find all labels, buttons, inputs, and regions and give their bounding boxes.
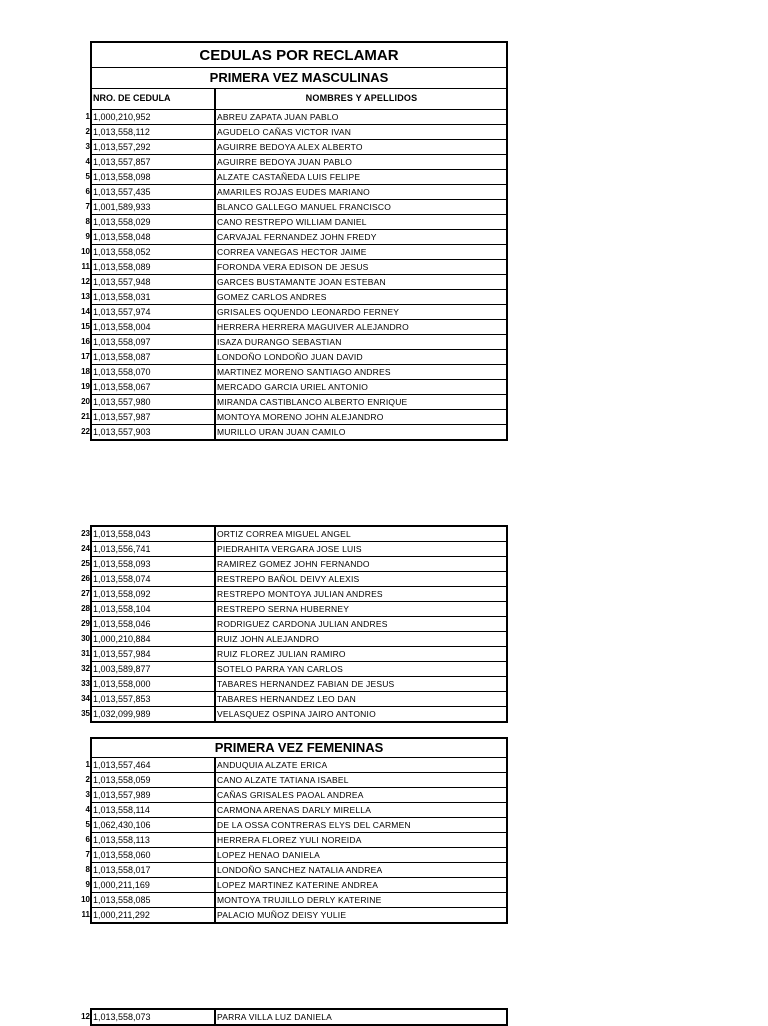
name-cell: CORREA VANEGAS HECTOR JAIME <box>217 247 367 257</box>
male-table-continued <box>81 525 508 723</box>
name-cell: AGUIRRE BEDOYA ALEX ALBERTO <box>217 142 363 152</box>
cedula-cell: 1,013,557,853 <box>92 692 216 706</box>
cedula-cell: 1,013,558,092 <box>92 587 216 601</box>
table-row <box>81 320 506 335</box>
cedula-cell: 1,013,558,052 <box>92 245 216 259</box>
table-row <box>81 527 506 542</box>
header-name: NOMBRES Y APELLIDOS <box>305 93 418 103</box>
name-cell: PARRA VILLA LUZ DANIELA <box>217 1012 332 1022</box>
row-number: 10 <box>81 247 90 256</box>
name-cell: LONDOÑO LONDOÑO JUAN DAVID <box>217 352 363 362</box>
row-number: 1 <box>85 112 90 121</box>
cedula-cell: 1,013,558,114 <box>92 803 216 817</box>
name-cell: RODRIGUEZ CARDONA JULIAN ANDRES <box>217 619 388 629</box>
table-row <box>85 848 506 863</box>
name-cell: VELASQUEZ OSPINA JAIRO ANTONIO <box>217 709 376 719</box>
name-cell: TABARES HERNANDEZ FABIAN DE JESUS <box>217 679 395 689</box>
cedula-cell: 1,013,558,060 <box>92 848 216 862</box>
row-number: 32 <box>81 664 90 673</box>
row-number: 16 <box>81 337 90 346</box>
row-number: 8 <box>85 217 90 226</box>
table-row <box>81 662 506 677</box>
name-cell: MURILLO URAN JUAN CAMILO <box>217 427 346 437</box>
row-number: 29 <box>81 619 90 628</box>
name-cell: RESTREPO BAÑOL DEIVY ALEXIS <box>217 574 360 584</box>
cedula-cell: 1,013,558,004 <box>92 320 216 334</box>
table-row <box>81 632 506 647</box>
row-number: 24 <box>81 544 90 553</box>
row-number: 8 <box>85 865 90 874</box>
table-row <box>81 647 506 662</box>
row-number: 34 <box>81 694 90 703</box>
table-row <box>81 893 506 908</box>
table-row <box>81 587 506 602</box>
row-number: 11 <box>81 910 90 919</box>
cedula-cell: 1,013,557,948 <box>92 275 216 289</box>
name-cell: LOPEZ HENAO DANIELA <box>217 850 320 860</box>
row-number: 12 <box>81 277 90 286</box>
male-rows <box>81 110 508 441</box>
cedula-cell: 1,013,557,987 <box>92 410 216 424</box>
cedula-cell: 1,013,558,093 <box>92 557 216 571</box>
table-row <box>81 350 506 365</box>
cedula-cell: 1,013,557,980 <box>92 395 216 409</box>
table-row <box>85 878 506 893</box>
name-cell: SOTELO PARRA YAN CARLOS <box>217 664 343 674</box>
table-row <box>81 290 506 305</box>
table-row <box>85 170 506 185</box>
cedula-cell: 1,003,589,877 <box>92 662 216 676</box>
table-row <box>85 140 506 155</box>
cedula-cell: 1,013,558,074 <box>92 572 216 586</box>
row-number: 4 <box>85 805 90 814</box>
row-number: 18 <box>81 367 90 376</box>
row-number: 6 <box>85 187 90 196</box>
name-cell: LOPEZ MARTINEZ KATERINE ANDREA <box>217 880 379 890</box>
table-row <box>81 425 506 439</box>
table-row <box>81 542 506 557</box>
cedula-cell: 1,013,558,104 <box>92 602 216 616</box>
row-number: 13 <box>81 292 90 301</box>
table-row <box>81 335 506 350</box>
header-id: NRO. DE CEDULA <box>92 89 216 109</box>
cedula-cell: 1,013,558,059 <box>92 773 216 787</box>
section-title-female: PRIMERA VEZ FEMENINAS <box>90 737 508 758</box>
page-title: CEDULAS POR RECLAMAR <box>90 41 508 68</box>
cedula-cell: 1,013,558,029 <box>92 215 216 229</box>
cedula-cell: 1,013,557,989 <box>92 788 216 802</box>
row-number: 2 <box>85 775 90 784</box>
name-cell: CAÑAS GRISALES PAOAL ANDREA <box>217 790 364 800</box>
row-number: 15 <box>81 322 90 331</box>
table-row <box>85 758 506 773</box>
name-cell: MARTINEZ MORENO SANTIAGO ANDRES <box>217 367 391 377</box>
name-cell: MONTOYA TRUJILLO DERLY KATERINE <box>217 895 382 905</box>
name-cell: AMARILES ROJAS EUDES MARIANO <box>217 187 370 197</box>
row-number: 7 <box>85 850 90 859</box>
row-number: 26 <box>81 574 90 583</box>
name-cell: RUIZ FLOREZ JULIAN RAMIRO <box>217 649 346 659</box>
table-row <box>81 275 506 290</box>
cedula-cell: 1,000,211,292 <box>92 908 216 922</box>
row-number: 21 <box>81 412 90 421</box>
male-rows-continued <box>81 525 508 723</box>
name-cell: MIRANDA CASTIBLANCO ALBERTO ENRIQUE <box>217 397 408 407</box>
row-number: 22 <box>81 427 90 436</box>
row-number: 19 <box>81 382 90 391</box>
cedula-cell: 1,013,558,112 <box>92 125 216 139</box>
cedula-cell: 1,013,557,292 <box>92 140 216 154</box>
name-cell: CANO RESTREPO WILLIAM DANIEL <box>217 217 367 227</box>
table-row <box>85 155 506 170</box>
table-row <box>85 788 506 803</box>
table-row <box>81 908 506 922</box>
row-number: 10 <box>81 895 90 904</box>
row-number: 33 <box>81 679 90 688</box>
cedula-cell: 1,013,558,098 <box>92 170 216 184</box>
male-table <box>81 41 508 441</box>
row-number: 5 <box>85 172 90 181</box>
name-cell: MONTOYA MORENO JOHN ALEJANDRO <box>217 412 384 422</box>
name-cell: GRISALES OQUENDO LEONARDO FERNEY <box>217 307 400 317</box>
name-cell: RESTREPO SERNA HUBERNEY <box>217 604 350 614</box>
name-cell: LONDOÑO SANCHEZ NATALIA ANDREA <box>217 865 383 875</box>
table-row <box>81 365 506 380</box>
name-cell: GARCES BUSTAMANTE JOAN ESTEBAN <box>217 277 386 287</box>
row-number: 30 <box>81 634 90 643</box>
row-number: 20 <box>81 397 90 406</box>
female-rows <box>81 758 508 924</box>
table-row <box>81 602 506 617</box>
name-cell: TABARES HERNANDEZ LEO DAN <box>217 694 356 704</box>
name-cell: RESTREPO MONTOYA JULIAN ANDRES <box>217 589 383 599</box>
cedula-cell: 1,001,589,933 <box>92 200 216 214</box>
table-row <box>85 773 506 788</box>
cedula-cell: 1,013,558,089 <box>92 260 216 274</box>
name-cell: CARVAJAL FERNANDEZ JOHN FREDY <box>217 232 377 242</box>
cedula-cell: 1,013,557,435 <box>92 185 216 199</box>
row-number: 6 <box>85 835 90 844</box>
cedula-cell: 1,013,558,000 <box>92 677 216 691</box>
name-cell: GOMEZ CARLOS ANDRES <box>217 292 327 302</box>
table-row <box>81 572 506 587</box>
table-row <box>81 617 506 632</box>
table-row <box>85 125 506 140</box>
table-row <box>81 410 506 425</box>
row-number: 1 <box>85 760 90 769</box>
name-cell: FORONDA VERA EDISON DE JESUS <box>217 262 369 272</box>
table-row <box>81 380 506 395</box>
cedula-cell: 1,013,557,903 <box>92 425 216 439</box>
cedula-cell: 1,000,211,169 <box>92 878 216 892</box>
table-row <box>85 110 506 125</box>
row-number: 14 <box>81 307 90 316</box>
cedula-cell: 1,013,558,031 <box>92 290 216 304</box>
name-cell: PIEDRAHITA VERGARA JOSE LUIS <box>217 544 362 554</box>
table-row <box>81 305 506 320</box>
female-rows-continued <box>81 1008 508 1026</box>
table-row <box>85 230 506 245</box>
row-number: 25 <box>81 559 90 568</box>
cedula-cell: 1,013,558,073 <box>92 1010 216 1024</box>
name-cell: PALACIO MUÑOZ DEISY YULIE <box>217 910 347 920</box>
table-row <box>81 395 506 410</box>
cedula-cell: 1,013,557,984 <box>92 647 216 661</box>
cedula-cell: 1,013,558,067 <box>92 380 216 394</box>
name-cell: DE LA OSSA CONTRERAS ELYS DEL CARMEN <box>217 820 411 830</box>
name-cell: ABREU ZAPATA JUAN PABLO <box>217 112 339 122</box>
table-row <box>85 818 506 833</box>
cedula-cell: 1,013,558,043 <box>92 527 216 541</box>
row-number: 17 <box>81 352 90 361</box>
row-number: 5 <box>85 820 90 829</box>
name-cell: ORTIZ CORREA MIGUEL ANGEL <box>217 529 351 539</box>
table-row <box>85 215 506 230</box>
name-cell: MERCADO GARCIA URIEL ANTONIO <box>217 382 369 392</box>
row-number: 9 <box>85 880 90 889</box>
table-row <box>81 707 506 721</box>
name-cell: ANDUQUIA ALZATE ERICA <box>217 760 328 770</box>
cedula-cell: 1,013,557,857 <box>92 155 216 169</box>
cedula-cell: 1,013,558,087 <box>92 350 216 364</box>
name-cell: HERRERA HERRERA MAGUIVER ALEJANDRO <box>217 322 409 332</box>
table-row <box>85 863 506 878</box>
name-cell: CANO ALZATE TATIANA ISABEL <box>217 775 349 785</box>
row-number: 31 <box>81 649 90 658</box>
female-table <box>81 737 508 924</box>
name-cell: BLANCO GALLEGO MANUEL FRANCISCO <box>217 202 392 212</box>
cedula-cell: 1,032,099,989 <box>92 707 216 721</box>
row-number: 12 <box>81 1012 90 1021</box>
row-number: 11 <box>81 262 90 271</box>
row-number: 9 <box>85 232 90 241</box>
table-row <box>81 557 506 572</box>
cedula-cell: 1,013,558,070 <box>92 365 216 379</box>
cedula-cell: 1,013,558,097 <box>92 335 216 349</box>
female-table-continued <box>81 1008 508 1026</box>
table-row <box>85 200 506 215</box>
section-title-male: PRIMERA VEZ MASCULINAS <box>90 68 508 89</box>
cedula-cell: 1,000,210,952 <box>92 110 216 124</box>
cedula-cell: 1,013,557,464 <box>92 758 216 772</box>
table-row <box>85 833 506 848</box>
cedula-cell: 1,013,558,085 <box>92 893 216 907</box>
row-number: 3 <box>85 142 90 151</box>
row-number: 28 <box>81 604 90 613</box>
cedula-cell: 1,013,557,974 <box>92 305 216 319</box>
name-cell: RAMIREZ GOMEZ JOHN FERNANDO <box>217 559 370 569</box>
row-number: 27 <box>81 589 90 598</box>
table-row <box>85 803 506 818</box>
cedula-cell: 1,013,558,048 <box>92 230 216 244</box>
table-header <box>90 89 508 110</box>
cedula-cell: 1,013,558,017 <box>92 863 216 877</box>
table-row <box>85 185 506 200</box>
table-row <box>81 260 506 275</box>
table-row <box>81 245 506 260</box>
cedula-cell: 1,013,558,113 <box>92 833 216 847</box>
cedula-cell: 1,013,556,741 <box>92 542 216 556</box>
row-number: 23 <box>81 529 90 538</box>
table-row <box>81 1010 506 1024</box>
name-cell: ISAZA DURANGO SEBASTIAN <box>217 337 342 347</box>
name-cell: CARMONA ARENAS DARLY MIRELLA <box>217 805 372 815</box>
table-row <box>81 692 506 707</box>
row-number: 4 <box>85 157 90 166</box>
name-cell: ALZATE CASTAÑEDA LUIS FELIPE <box>217 172 361 182</box>
row-number: 7 <box>85 202 90 211</box>
cedula-cell: 1,000,210,884 <box>92 632 216 646</box>
name-cell: RUIZ JOHN ALEJANDRO <box>217 634 320 644</box>
row-number: 35 <box>81 709 90 718</box>
name-cell: HERRERA FLOREZ YULI NOREIDA <box>217 835 362 845</box>
cedula-cell: 1,062,430,106 <box>92 818 216 832</box>
name-cell: AGUDELO CAÑAS VICTOR IVAN <box>217 127 352 137</box>
cedula-cell: 1,013,558,046 <box>92 617 216 631</box>
table-row <box>81 677 506 692</box>
name-cell: AGUIRRE BEDOYA JUAN PABLO <box>217 157 353 167</box>
row-number: 3 <box>85 790 90 799</box>
row-number: 2 <box>85 127 90 136</box>
